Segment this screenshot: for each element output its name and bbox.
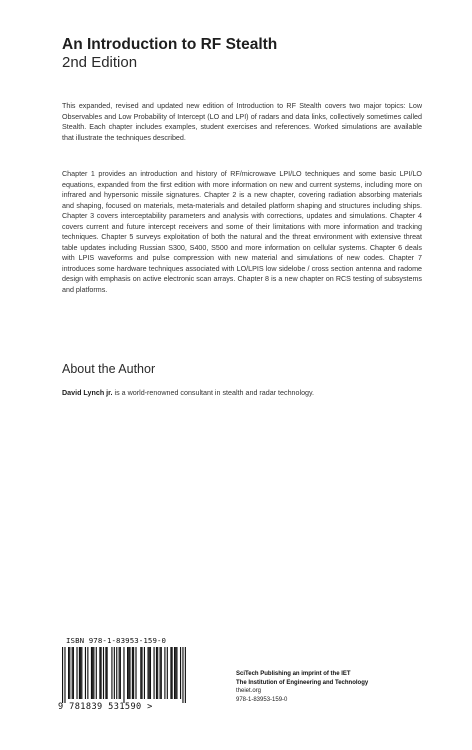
barcode-bar	[93, 647, 94, 699]
barcode-bar	[103, 647, 104, 699]
barcode-bar	[172, 647, 173, 699]
barcode-bar	[87, 647, 88, 699]
book-title: An Introduction to RF Stealth	[62, 36, 278, 53]
barcode-bar	[144, 647, 145, 699]
barcode-bar	[175, 647, 176, 699]
barcode-bar	[185, 647, 186, 703]
barcode-image	[62, 647, 186, 703]
about-author-text	[62, 388, 422, 399]
barcode-bar	[116, 647, 117, 699]
barcode-bar	[69, 647, 70, 699]
barcode-bar	[140, 647, 141, 699]
barcode-digits: 9 781839 531590 >	[58, 702, 153, 712]
blurb-paragraph: This expanded, revised and updated new edition of Introduction to RF Stealth covers two major topics: Low Observables and Low Probability of Intercept (LO and LPI) of radars and data links, collectively sometimes called Stealth. Each chapter includes examples, student exercises and references. Worked simulations are available that illustrate the techniques described.	[62, 102, 422, 142]
about-author-heading: About the Author	[62, 362, 156, 376]
barcode-bar	[150, 647, 151, 699]
barcode-bar	[133, 647, 134, 699]
barcode-bar	[153, 647, 154, 699]
barcode-bar	[157, 647, 158, 699]
publisher-website: theiet.org	[236, 688, 262, 695]
barcode-bar	[81, 647, 82, 699]
barcode-bar	[64, 647, 65, 703]
barcode-bar	[73, 647, 74, 699]
barcode-bar	[160, 647, 161, 699]
barcode-bar	[111, 647, 112, 699]
barcode-bar	[132, 647, 133, 699]
barcode-bar	[91, 647, 92, 699]
barcode-bar	[68, 647, 69, 699]
barcode-bar	[164, 647, 165, 699]
barcode-bar	[99, 647, 100, 699]
barcode-bar	[114, 647, 115, 699]
barcode-bar	[170, 647, 171, 699]
barcode-bar	[85, 647, 86, 699]
barcode-bar	[127, 647, 128, 699]
barcode-bar	[128, 647, 129, 699]
barcode-bar	[72, 647, 73, 699]
barcode-bar	[92, 647, 93, 699]
barcode-bar	[161, 647, 162, 699]
barcode-bar	[182, 647, 183, 703]
publisher-info	[236, 670, 368, 704]
barcode-bar	[101, 647, 102, 699]
barcode-bar	[147, 647, 148, 699]
barcode-bar	[149, 647, 150, 699]
barcode-bar	[167, 647, 168, 699]
barcode-bar	[96, 647, 97, 699]
barcode-bar	[79, 647, 80, 699]
barcode-bar	[141, 647, 142, 699]
blurb-paragraph: Chapter 1 provides an introduction and history of RF/microwave LPI/LO techniques and some basic LPI/LO equations, expanded from the first edition with more information on new and current systems, including more on infrared and hypersonic missile signatures. Chapter 2 is a new chapter, covering radiation absorbing materials and shaping, focused on materials, meta-materials and detailed platform shaping and structures including ships. Chapter 3 covers interceptability parameters and analysis with corrections, updates and simulations. Chapter 4 covers current and future intercept receivers and some of their limitations with more information and tracking techniques. Chapter 5 surveys exploitation of both the natural and the threat environment with extensive threat table updates including Russian S300, S400, S500 and more information on cellular systems. Chapter 6 deals with LPIS waveforms and pulse compression with new material and simulations of new codes. Chapter 7 introduces some hardware techniques associated with LO/LPIS low sidelobe / cross section antenna and radome design with emphasis on active electronic scan arrays. Chapter 8 is a new chapter on RCS testing of subsystems and platforms.	[62, 170, 422, 294]
barcode-bar	[120, 647, 121, 699]
publisher-institution: The Institution of Engineering and Technology	[236, 679, 369, 686]
barcode-bar	[123, 647, 124, 703]
barcode-bar	[180, 647, 181, 699]
barcode-bar	[174, 647, 175, 699]
barcode-bar	[80, 647, 81, 699]
book-edition: 2nd Edition	[62, 54, 138, 71]
publisher-isbn: 978-1-83953-159-0	[236, 696, 288, 703]
barcode-bar	[62, 647, 63, 703]
author-name: David Lynch jr.	[62, 389, 113, 397]
barcode-bar	[119, 647, 120, 699]
barcode-bar	[76, 647, 77, 699]
barcode-bar	[135, 647, 136, 699]
barcode-bar	[176, 647, 177, 699]
isbn-label: ISBN 978-1-83953-159-0	[66, 636, 167, 645]
barcode-bar	[107, 647, 108, 699]
publisher-imprint: SciTech Publishing an imprint of the IET	[236, 671, 351, 677]
barcode-bar	[105, 647, 106, 699]
barcode-bar	[156, 647, 157, 699]
author-bio: is a world-renowned consultant in stealth and radar technology.	[112, 389, 315, 397]
barcode-bar	[129, 647, 130, 699]
